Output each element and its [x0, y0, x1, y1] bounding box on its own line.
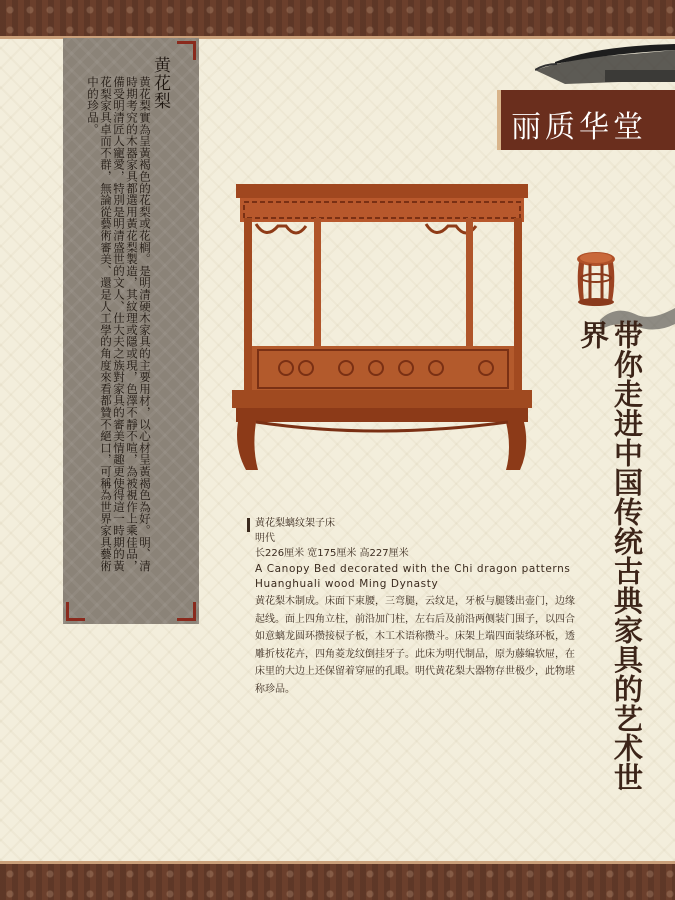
sidebar-panel — [63, 38, 199, 624]
bottom-border — [0, 864, 675, 900]
caption-title: 黄花梨螭纹架子床 — [255, 518, 335, 529]
caption-english-title: A Canopy Bed decorated with the Chi dragon patterns — [255, 563, 571, 575]
caption-block — [255, 516, 575, 698]
sidebar-body-text: 黄花梨實為呈黃褐色的花梨或花榈。是明清硬木家具的主要用材，以心材呈黃褐色為好。明、清時期考究的木器家具都選用黃花梨製造，其紋理或隱或現，色澤不靜不喧，為被視作上乘佳品，備受明清匠人寵愛，特別是明清盛世的文人、仕大夫之族對家具的審美情趣更使得這一時期的黃花梨家具卓而不群，無論從藝術審美、還是人工學的角度來看都贊不絕口，可稱為世界家具藝術中的珍品。 — [86, 76, 152, 572]
caption-era: 明代 — [255, 533, 275, 544]
sidebar-title: 黄花梨 — [150, 56, 170, 110]
caption-description: 黄花梨木制成。床面下束腰，三弯腿，云纹足，牙板与腿镂出壶门，边缘起线。面上四角立柱，前沿加门柱，左右后及前沿两侧装门围子，以四合如意螭龙圆环攒接棂子板，木工术语称攒斗。床架上端四面装绦环板，透雕折枝花卉，四角菱龙纹倒挂牙子。此床为明代制品，原为藤编软屉，在床里的大边上还保留着穿屉的孔眼。明代黄花梨大器物存世极少，此物堪称珍品。 — [255, 596, 575, 695]
corner-ornament-icon — [177, 602, 196, 621]
banner-title: 丽质华堂 — [511, 110, 647, 145]
corner-ornament-icon — [177, 41, 196, 60]
pavilion-roof-icon — [535, 40, 675, 92]
canopy-bed-illustration — [226, 178, 536, 488]
caption-marker — [247, 518, 250, 532]
caption-english-subtitle: Huanghuali wood Ming Dynasty — [255, 578, 439, 590]
title-banner — [497, 90, 675, 150]
vertical-slogan: 带你走进中国传统古典家具的艺术世界 — [576, 320, 644, 792]
corner-ornament-icon — [66, 602, 85, 621]
top-border — [0, 0, 675, 36]
caption-dimensions: 长226厘米 宽175厘米 高227厘米 — [255, 548, 409, 559]
bottom-border-line — [0, 861, 675, 864]
